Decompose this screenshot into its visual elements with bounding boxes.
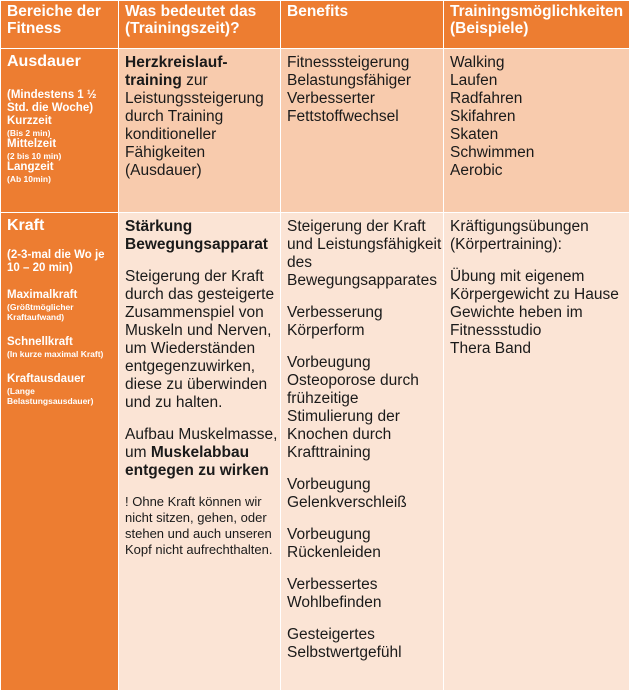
list-item: Thera Band — [450, 340, 629, 358]
kraft-examples-intro: Kräftigungsübungen (Körpertraining): — [450, 218, 629, 254]
table-row-ausdauer — [1, 49, 629, 213]
kraft-frequency: (2-3-mal die Wo je 10 – 20 min) — [7, 249, 118, 275]
kraft-benefits-cell — [281, 213, 444, 691]
list-item: Vorbeugung Gelenkverschleiß — [287, 476, 443, 512]
kraft-meaning-p2-plain: Aufbau Muskelmasse, um — [125, 426, 278, 461]
list-item: Übung mit eigenem Körpergewicht zu Hause — [450, 268, 629, 304]
schnellkraft-note: (In kurze maximal Kraft) — [7, 349, 118, 359]
list-item: Aerobic — [450, 162, 629, 180]
kraftausdauer-note: (Lange Belastungsausdauer) — [7, 386, 118, 406]
ausdauer-meaning-bold: Herzkreislauf-training — [125, 54, 228, 89]
list-item: Laufen — [450, 72, 629, 90]
ausdauer-meaning — [125, 54, 280, 180]
ausdauer-meaning-rest: zur Leistungssteigerung durch Training konditioneller Fähigkeiten (Ausdauer) — [125, 72, 264, 179]
mittelzeit-label: Mittelzeit — [7, 138, 118, 151]
ausdauer-benefits-cell — [281, 49, 444, 213]
list-item: Vorbeugung Rückenleiden — [287, 526, 443, 562]
kraft-title: Kraft — [7, 213, 118, 235]
header-row — [1, 1, 629, 49]
ausdauer-frequency: (Mindestens 1 ½ Std. die Woche) — [7, 89, 118, 115]
list-item: Skifahren — [450, 108, 629, 126]
list-item: Verbessertes Wohlbefinden — [287, 576, 443, 612]
header-examples: Trainingsmöglichkeiten (Beispiele) — [444, 1, 629, 49]
kraft-meaning-note: ! Ohne Kraft können wir nicht sitzen, gehen, oder stehen und auch unseren Kopf nicht aufrechthalten. — [125, 494, 280, 558]
maximalkraft-label: Maximalkraft — [7, 289, 118, 302]
kurzzeit-note: (Bis 2 min) — [7, 128, 118, 138]
kraft-meaning-p2 — [125, 426, 280, 480]
ausdauer-meaning-cell — [119, 49, 281, 213]
kraft-examples-cell — [444, 213, 629, 691]
mittelzeit-note: (2 bis 10 min) — [7, 151, 118, 161]
list-item: Gesteigertes Selbstwertgefühl — [287, 626, 443, 662]
kraftausdauer-label: Kraftausdauer — [7, 373, 118, 386]
kraft-area-cell — [1, 213, 119, 691]
list-item: Verbesserter — [287, 90, 443, 108]
list-item: Belastungsfähiger — [287, 72, 443, 90]
maximalkraft-note: (Größtmöglicher Kraftaufwand) — [7, 302, 118, 322]
kraft-meaning-p1: Steigerung der Kraft durch das gesteigerte Zusammenspiel von Muskeln und Nerven, um Wiederständen entgegenzuwirken, diese zu überwinden und zu halten. — [125, 268, 280, 412]
list-item: Schwimmen — [450, 144, 629, 162]
kraft-meaning-p2-bold: Muskelabbau entgegen zu wirken — [125, 444, 269, 479]
ausdauer-examples-cell — [444, 49, 629, 213]
list-item: Steigerung der Kraft und Leistungsfähigkeit des Bewegungsapparates — [287, 218, 443, 290]
list-item: Walking — [450, 54, 629, 72]
ausdauer-area-cell — [1, 49, 119, 213]
kurzzeit-label: Kurzzeit — [7, 115, 118, 128]
list-item: Radfahren — [450, 90, 629, 108]
ausdauer-title: Ausdauer — [7, 49, 118, 71]
table-row-kraft — [1, 213, 629, 691]
langzeit-note: (Ab 10min) — [7, 174, 118, 184]
kraft-meaning-cell — [119, 213, 281, 691]
list-item: Vorbeugung Osteoporose durch frühzeitige Stimulierung der Knochen durch Krafttraining — [287, 354, 443, 462]
list-item: Gewichte heben im Fitnessstudio — [450, 304, 629, 340]
header-meaning: Was bedeutet das (Trainingszeit)? — [119, 1, 281, 49]
header-areas: Bereiche der Fitness — [1, 1, 119, 49]
header-benefits: Benefits — [281, 1, 444, 49]
list-item: Verbesserung Körperform — [287, 304, 443, 340]
list-item: Fitnesssteigerung — [287, 54, 443, 72]
list-item: Fettstoffwechsel — [287, 108, 443, 126]
schnellkraft-label: Schnellkraft — [7, 336, 118, 349]
langzeit-label: Langzeit — [7, 161, 118, 174]
list-item: Skaten — [450, 126, 629, 144]
kraft-meaning-heading: Stärkung Bewegungsapparat — [125, 218, 280, 254]
